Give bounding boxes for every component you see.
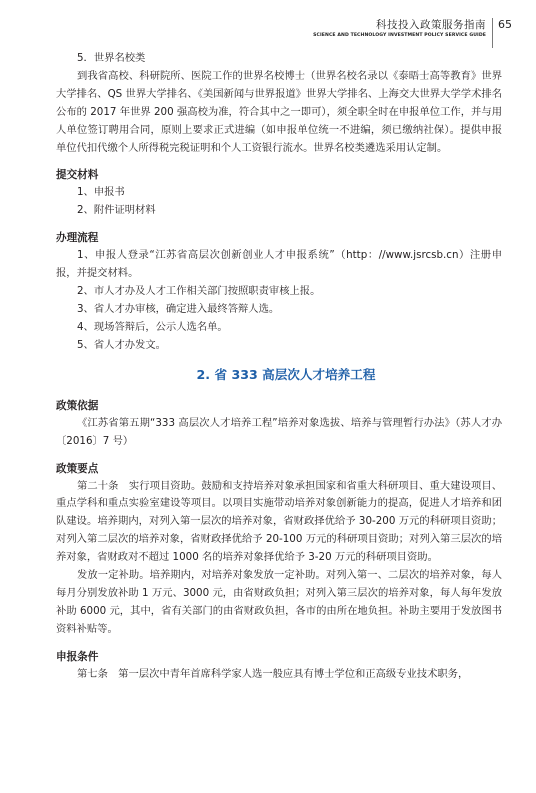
header-title: 科技投入政策服务指南 (376, 19, 486, 31)
page-content (56, 50, 502, 684)
page-number: 65 (498, 18, 512, 31)
process-heading: 办理流程 (56, 232, 99, 245)
materials-item: 1、申报书 (77, 186, 125, 199)
process-item: 3、省人才办审核，确定进入最终答辩人选。 (77, 302, 280, 315)
materials-heading: 提交材料 (56, 169, 99, 182)
policy-basis-heading: 政策依据 (56, 399, 99, 412)
conditions-heading: 申报条件 (56, 650, 99, 663)
page-header (313, 18, 512, 48)
process-item: 2、市人才办及人才工作相关部门按照职责审核上报。 (77, 285, 321, 298)
conditions-text: 第七条 第一层次中青年首席科学家人选一般应具有博士学位和正高级专业技术职务， (77, 667, 469, 680)
process-item: 1、申报人登录“江苏省高层次创新创业人才申报系统”（http：//www.jsrcsb.cn）注册申报，并提交材料。 (56, 249, 502, 280)
header-text-block (313, 18, 493, 48)
world-school-paragraph: 到我省高校、科研院所、医院工作的世界名校博士（世界名校名录以《泰晤士高等教育》世界大学排名、QS 世界大学排名、《美国新闻与世界报道》世界大学排名、上海交大世界大学学术排名公布的 2017 年世界 200 强高校为准，符合其中之一即可），须全职全时在申报单位工作，并与用人单位签订聘用合同，原则上要求正式进编（如申报单位统一不进编，须已缴纳社保）。提供申报单位代扣代缴个人所得税完税证明和个人工资银行流水。世界名校类遴选采用认定制。 (56, 69, 502, 154)
policy-point-paragraph: 第二十条 实行项目资助。鼓励和支持培养对象承担国家和省重大科研项目、重大建设项目、重点学科和重点实验室建设等项目。以项目实施带动培养对象创新能力的提高，促进人才培养和团队建设。培养期内，对列入第一层次的培养对象，省财政择优给予 30-200 万元的科研项目资助；对列入第二层次的培养对象，省财政择优给予 20-100 万元的科研项目资助；对列入第三层次的培养对象，省财政对不超过 1000 名的培养对象择优给予 3-20 万元的科研项目资助。 (56, 479, 502, 564)
spacer (56, 639, 502, 648)
spacer (56, 157, 502, 166)
process-item: 5、省人才办发文。 (77, 338, 166, 351)
policy-basis-text: 《江苏省第五期“333 高层次人才培养工程”培养对象选拔、培养与管理暂行办法》（苏人才办〔2016〕7 号） (56, 416, 502, 447)
spacer (56, 451, 502, 460)
process-item: 4、现场答辩后，公示人选名单。 (77, 320, 228, 333)
policy-point-paragraph: 发放一定补助。培养期内，对培养对象发放一定补助。对列入第一、二层次的培养对象，每人每月分别发放补助 1 万元、3000 元，由省财政负担；对列入第三层次的培养对象，每人每年发放补助 6000 元，其中，省有关部门的由省财政负担，各市的由所在地负担。补助主要用于发放图书资料补贴等。 (56, 569, 502, 635)
spacer (56, 220, 502, 229)
world-school-heading: 5．世界名校类 (77, 52, 146, 64)
section-title: 2. 省 333 高层次人才培养工程 (196, 366, 376, 382)
header-subtitle: SCIENCE AND TECHNOLOGY INVESTMENT POLICY SERVICE GUIDE (313, 33, 486, 38)
materials-item: 2、附件证明材料 (77, 204, 156, 217)
policy-points-heading: 政策要点 (56, 462, 99, 475)
